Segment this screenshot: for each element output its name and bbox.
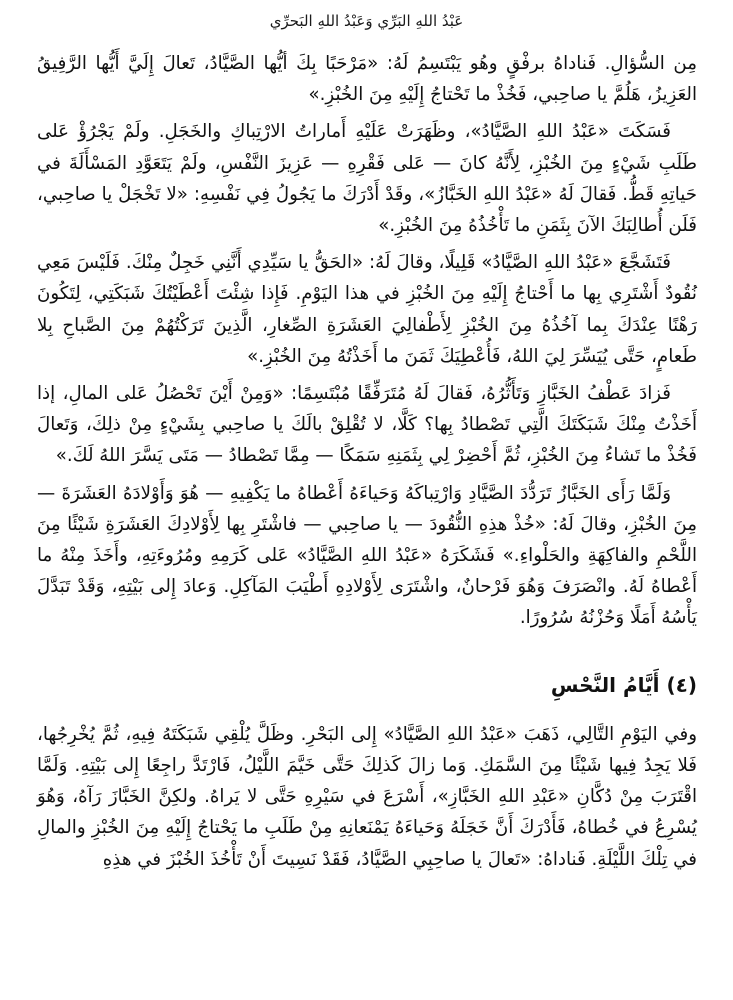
- paragraph: وفي اليَوْمِ التَّالِي، ذَهَبَ «عَبْدُ اللهِ الصَّيَّادُ» إِلى البَحْرِ. وظَلَّ يُلْقِي شَبَكَتَهُ فِيهِ، ثُمَّ يُخْرِجُها، فَلا يَجِدُ فِيها شَيْئًا مِنَ السَّمَكِ. وَما زالَ كَذلِكَ حَتَّى خَيَّمَ اللَّيْلُ، فَارْتَدَّ راجِعًا إِلى بَيْتِهِ. وَلَمَّا اقْتَرَبَ مِنْ دُكَّانِ «عَبْدِ اللهِ الخَبَّازِ»، أَسْرَعَ في سَيْرِهِ حَتَّى لا يَراهُ. ولكِنَّ الخَبَّازَ رَآهُ، وَهُوَ يُسْرِعُ في خُطاهُ، فَأَدْرَكَ أَنَّ خَجَلَهُ وَحَياءَهُ يَمْنَعانِهِ مِنْ طَلَبِ ما يَحْتاجُ إِلَيْهِ مِنَ الخُبْزِ والمالِ في تِلْكَ اللَّيْلَةِ. فَناداهُ: «تَعالَ يا صاحِبِي الصَّيَّادُ، فَقَدْ نَسِيتَ أَنْ تَأْخُذَ الخُبْزَ في هذِهِ: [37, 723, 697, 870]
- paragraph: وَلَمَّا رَأَى الخَبَّازُ تَرَدُّدَ الصَّيَّادِ وَارْتِباكَهُ وَحَياءَهُ أَعْطاهُ ما يَكْفِيهِ — هُوَ وَأَوْلادَهُ العَشَرَةَ — مِنَ الخُبْزِ، وقالَ لَهُ: «خُذْ هذِهِ النُّقُودَ — يا صاحِبي — فاشْتَرِ بِها لِأَوْلادِكَ العَشَرَةِ شَيْئًا مِنَ اللَّحْمِ والفاكِهَةِ والحَلْواءِ.» فَشَكَرَهُ «عَبْدُ اللهِ الصَّيَّادُ» عَلى كَرَمِهِ ومُرُوءَتِهِ، وأَخَذَ مِنْهُ ما أَعْطاهُ لَهُ. وانْصَرَفَ وَهُوَ فَرْحانٌ، واشْتَرَى لِأَوْلادِهِ أَطْيَبَ المَآكِلِ. وَعادَ إِلى بَيْتِهِ، وَقَدْ تَبَدَّلَ يَأْسُهُ أَمَلًا وَحُزْنُهُ سُرُورًا.: [37, 482, 697, 629]
- paragraph: مِن السُّؤالِ. فَناداهُ برفْقٍ وهُو يَبْتَسِمُ لَهُ: «مَرْحَبًا بِكَ أيُّها الصَّيَّادُ، تَعالَ إِلَيَّ أَيُّها الرَّفِيقُ العَزِيزُ، هَلُمَّ يا صاحِبي، فَخُذْ ما تَحْتاجُ إِلَيْهِ مِنَ الخُبْزِ.»: [37, 53, 697, 106]
- body-text: [37, 48, 697, 881]
- running-header: عَبْدُ اللهِ البَرِّي وَعَبْدُ اللهِ البَحرِّي: [269, 12, 464, 30]
- paragraph: فَسَكَتَ «عَبْدُ اللهِ الصَّيَّادُ»، وظَهَرَتْ عَلَيْهِ أَماراتُ الارْتِباكِ والخَجَلِ. ولَمْ يَجْرُؤْ عَلى طَلَبِ شَيْءٍ مِنَ الخُبْزِ، لِأَنَّهُ كانَ — عَلى فَقْرِهِ — عَزِيزَ النَّفْسِ، ولَمْ يَتَعَوَّدِ المَسْأَلَةَ في حَياتِهِ قَطُّ. فَقالَ لَهُ «عَبْدُ اللهِ الخَبَّازُ»، وقَدْ أَدْرَكَ ما يَجُولُ فِي نَفْسِهِ: «لا تَخْجَلْ يا صاحِبي، فَلَن أُطالِبَكَ الآنَ بِثَمَنِ ما تَأْخُذُهُ مِنَ الخُبْزِ.»: [37, 121, 697, 237]
- paragraph: فَتَشَجَّعَ «عَبْدُ اللهِ الصَّيَّادُ» قَلِيلًا، وقالَ لَهُ: «الحَقُّ يا سَيِّدِي أَنَّنِي خَجِلٌ مِنْكَ. فَلَيْسَ مَعِي نُقُودٌ أَشْتَرِي بِها ما أَحْتاجُ إِلَيْهِ مِنَ الخُبْزِ في هذا اليَوْمِ. فَإِذا شِئْتَ أَعْطَيْتُكَ شَبَكَتِي، لِتَكُونَ رَهْنًا عِنْدَكَ بِما آخُذُهُ مِنَ الخُبْزِ لِأَطْفالِيَ العَشَرَةِ الصِّغارِ، الَّذِينَ تَرَكْتُهُمْ مِنَ الصَّباحِ بِلا طَعامٍ، حَتَّى يُيَسِّرَ لِيَ اللهُ، فَأُعْطِيَكَ ثَمَنَ ما أَخَذْتُهُ مِنَ الخُبْزِ.»: [37, 252, 697, 367]
- section-heading: (٤) أَيَّامُ النَّحْسِ: [550, 672, 697, 697]
- paragraph: فَزادَ عَطْفُ الخَبَّازِ وَتَأَثُّرُهُ، فَقالَ لَهُ مُتَرَفِّقًا مُبْتَسِمًا: «وَمِنْ أَيْنَ تَحْصُلُ عَلى المالِ، إذا أَخَذْتُ مِنْكَ شَبَكَتَكَ الَّتِي تَصْطادُ بِها؟ كَلَّا، لا تُقْلِقْ بالَكَ يا صاحِبي بِشَيْءٍ مِنْ ذلِكَ، وَتَعالَ فَخُذْ ما تَشاءُ مِنَ الخُبْزِ، ثُمَّ أَحْضِرْ لِي بِثَمَنِهِ سَمَكًا — مِمَّا تَصْطادُ — مَتَى يَسَّرَ اللهُ لَكَ.»: [37, 383, 697, 467]
